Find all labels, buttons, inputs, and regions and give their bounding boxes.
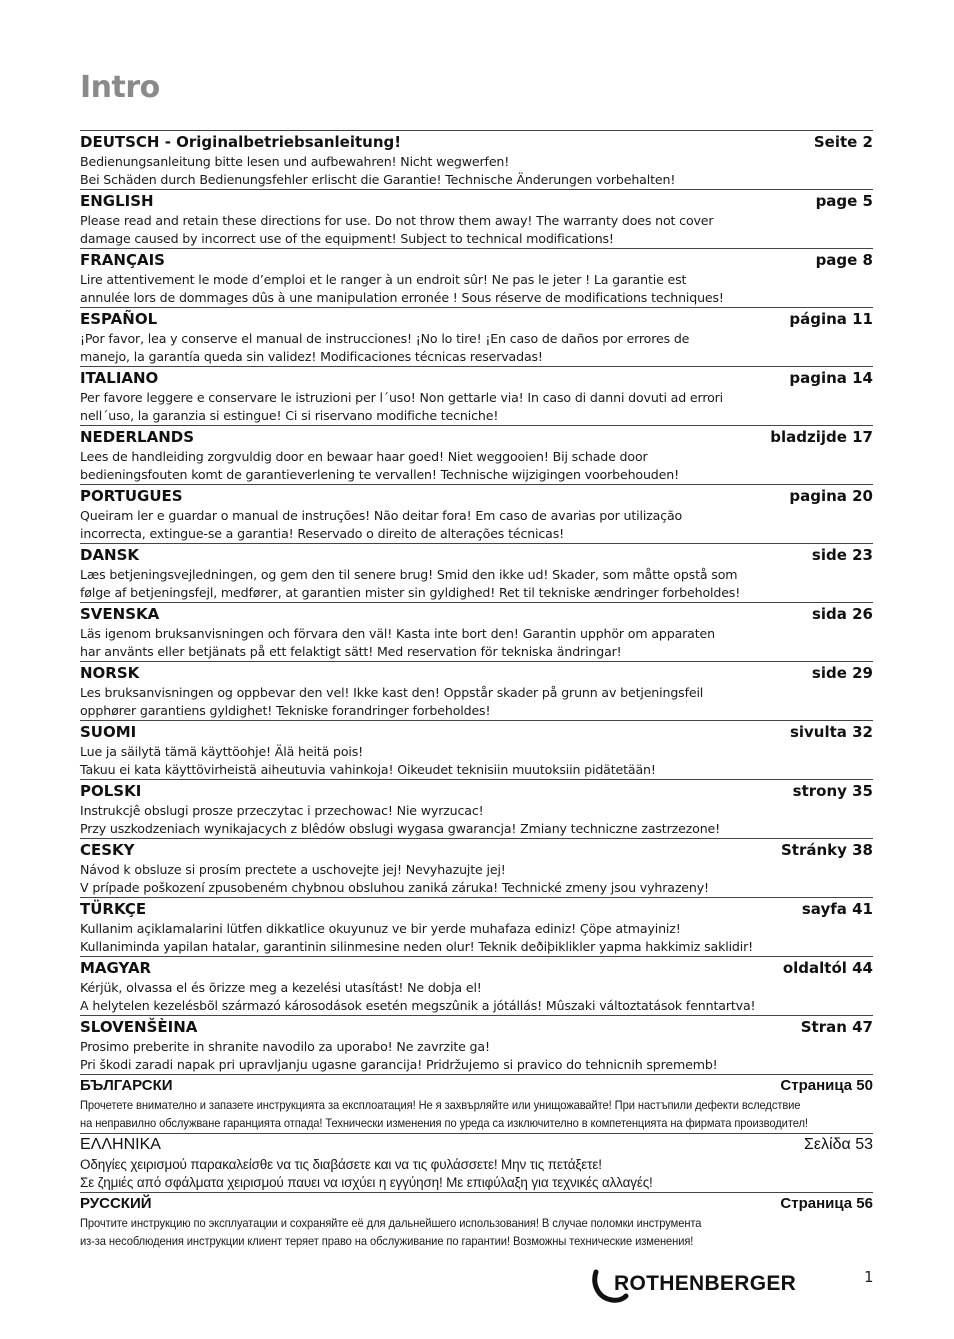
entry-description [80,979,873,1014]
language-name: FRANÇAIS [80,251,165,269]
entry-description [80,507,873,542]
entry-header [80,251,873,271]
description-line: Lue ja säilytä tämä käyttöohje! Älä heitä pois! [80,744,364,759]
description-line: Прочтите инструкцию по эксплуатации и сохраняйте её для дальнейшего использования! В случае поломки инструмента [80,1216,702,1230]
page-number: 1 [864,1268,874,1286]
language-entry [80,720,873,779]
language-entry [80,366,873,425]
language-entry [80,425,873,484]
language-name: ENGLISH [80,192,154,210]
description-line: Kullaniminda yapilan hatalar, garantinin silinmesine neden olur! Teknik deðiþiklikler yapma hakkimiz saklidir! [80,938,754,954]
language-entry [80,484,873,543]
description-line: damage caused by incorrect use of the equipment! Subject to technical modifications! [80,230,614,246]
language-name: MAGYAR [80,959,152,977]
language-entry [80,1133,873,1192]
language-name: SVENSKA [80,605,160,623]
entry-description [80,566,873,601]
description-line: Please read and retain these directions for use. Do not throw them away! The warranty does not cover [80,213,714,228]
description-line: Takuu ei kata käyttövirheistä aiheutuvia vahinkoja! Oikeudet teknisiin muutoksiin pidätetään! [80,761,656,777]
description-line: incorrecta, extingue-se a garantia! Reservado o direito de alterações técnicas! [80,525,565,541]
page-reference: Страница 50 [780,1077,873,1094]
entry-header [80,1018,873,1038]
description-line: на неправилно обслужване гаранцията отпада! Технически изменения по уреда са изключително в компетенцията на фирмата производител! [80,1115,808,1130]
description-line: Lire attentivement le mode d’emploi et le ranger à un endroit sûr! Ne pas le jeter ! La garantie est [80,272,687,287]
entry-description [80,802,873,837]
description-line: Прочетете внимателно и запазете инструкцията за експлоатация! Не я захвърляйте или унищожавайте! При настъпили дефекти вследствие [80,1098,801,1112]
page-reference: strony 35 [792,782,873,800]
language-index [80,130,873,1251]
page-reference: Страница 56 [780,1195,873,1212]
language-entry [80,307,873,366]
description-line: Instrukcjê obslugi prosze przeczytac i przechowac! Nie wyrzucac! [80,803,484,818]
page-reference: side 29 [811,664,873,682]
language-entry [80,1015,873,1074]
description-line: Przy uszkodzeniach wynikajacych z blêdów obslugi wygasa gwarancja! Zmiany techniczne zastrzezone! [80,820,721,836]
language-name: ΕΛΛΗΝΙΚΑ [80,1136,161,1153]
page-reference: sivulta 32 [789,723,873,741]
entry-header [80,369,873,389]
language-entry [80,543,873,602]
description-line: Läs igenom bruksanvisningen och förvara den väl! Kasta inte bort den! Garantin upphör om apparaten [80,626,715,641]
description-line: opphører garantiens gyldighet! Tekniske forandringer forbeholdes! [80,702,491,718]
description-line: Bedienungsanleitung bitte lesen und aufbewahren! Nicht wegwerfen! [80,154,510,169]
page-reference: sayfa 41 [801,900,873,918]
entry-header [80,487,873,507]
description-line: из-за несоблюдения инструкции клиент теряет право на обслуживание по гарантии! Возможны технические изменения! [80,1233,694,1248]
language-entry [80,602,873,661]
page-reference: Seite 2 [813,133,873,151]
language-name: РУССКИЙ [80,1195,152,1212]
description-line: Queiram ler e guardar o manual de instruções! Não deitar fora! Em caso de avarias por utilização [80,508,683,523]
language-entry [80,838,873,897]
description-line: Návod k obsluze si prosím prectete a uschovejte jej! Nevyhazujte jej! [80,862,506,877]
language-name: SLOVENŠÈINA [80,1018,198,1036]
language-entry [80,1074,873,1133]
entry-description [80,684,873,719]
page-reference: page 8 [815,251,873,269]
language-name: SUOMI [80,723,137,741]
description-line: Prosimo preberite in shranite navodilo za uporabo! Ne zavrzite ga! [80,1039,490,1054]
language-name: PORTUGUES [80,487,183,505]
language-entry [80,248,873,307]
page-reference: Stran 47 [800,1018,873,1036]
description-line: bedieningsfouten komt de garantieverlening te vervallen! Technische wijzigingen voorbehouden! [80,466,679,482]
entry-header [80,1136,873,1156]
entry-description [80,625,873,660]
entry-description [80,271,873,306]
entry-description [80,1156,873,1191]
language-entry [80,189,873,248]
entry-description [80,330,873,365]
description-line: Lees de handleiding zorgvuldig door en bewaar haar goed! Niet weggooien! Bij schade door [80,449,648,464]
entry-header [80,782,873,802]
entry-description [80,448,873,483]
page-reference: bladzijde 17 [770,428,873,446]
page-reference: sida 26 [811,605,873,623]
entry-header [80,1195,873,1215]
page-reference: page 5 [815,192,873,210]
page-reference: side 23 [811,546,873,564]
language-entry [80,130,873,189]
language-name: DANSK [80,546,140,564]
entry-header [80,546,873,566]
language-name: POLSKI [80,782,142,800]
description-line: følge af betjeningsfejl, medfører, at garantien mister sin gyldighed! Ret til tekniske ændringer forbeholdes! [80,584,741,600]
description-line: Per favore leggere e conservare le istruzioni per l´uso! Non gettarle via! In caso di danni dovuti ad errori [80,390,724,405]
entry-header [80,841,873,861]
description-line: V prípade poškození zpusobeném chybnou obsluhou zaniká záruka! Technické zmeny jsou vyhrazeny! [80,879,709,895]
language-name: БЪЛГАРСКИ [80,1077,173,1094]
entry-header [80,1077,873,1097]
language-name: ESPAÑOL [80,310,158,328]
page-reference: pagina 20 [789,487,873,505]
entry-description [80,861,873,896]
description-line: A helytelen kezelésbõl származó károsodások esetén megszûnik a jótállás! Mûszaki változtatások fenntartva! [80,997,756,1013]
entry-header [80,959,873,979]
language-name: ITALIANO [80,369,159,387]
page-reference: oldaltól 44 [782,959,873,977]
description-line: annulée lors de dommages dûs à une manipulation erronée ! Sous réserve de modifications techniques! [80,289,724,305]
description-line: Σε ζημιές από σφάλματα χειρισμού παυει να ισχύει η εγγύηση! Με επιφύλαξη για τεχνικές αλλαγές! [80,1174,653,1190]
page-reference: Stránky 38 [780,841,873,859]
entry-description [80,1097,875,1132]
entry-header [80,605,873,625]
description-line: Læs betjeningsvejledningen, og gem den til senere brug! Smid den ikke ud! Skader, som måtte opstå som [80,567,738,582]
language-name: CESKY [80,841,135,859]
entry-description [80,743,873,778]
entry-description [80,920,873,955]
entry-header [80,664,873,684]
brand-logo [590,1266,825,1302]
description-line: Kullanim açiklamalarini lütfen dikkatlice okuyunuz ve bir yerde muhafaza ediniz! Çöpe atmayiniz! [80,921,681,936]
language-name: NORSK [80,664,140,682]
entry-description [80,389,873,424]
entry-header [80,900,873,920]
page-reference: pagina 14 [789,369,873,387]
description-line: Les bruksanvisningen og oppbevar den vel! Ikke kast den! Oppstår skader på grunn av betjeningsfeil [80,685,704,700]
language-entry [80,897,873,956]
entry-header [80,428,873,448]
entry-description [80,1215,875,1250]
page-reference: Σελίδα 53 [804,1136,873,1153]
entry-header [80,723,873,743]
language-entry [80,779,873,838]
language-entry [80,661,873,720]
entry-description [80,1038,873,1073]
description-line: Kérjük, olvassa el és õrizze meg a kezelési utasítást! Ne dobja el! [80,980,482,995]
entry-header [80,133,873,153]
page-title: Intro [80,70,160,105]
brand-name: ROTHENBERGER [614,1272,797,1295]
description-line: Οδηγίες χειρισμού παρακαλείσθε να τις διαβάσετε και να τις φυλάσσετε! Μην τις πετάξετε! [80,1157,602,1172]
language-name: DEUTSCH - Originalbetriebsanleitung! [80,133,402,151]
description-line: Pri škodi zaradi napak pri upravljanju ugasne garancija! Pridržujemo si pravico do tehnicnih sprememb! [80,1056,718,1072]
entry-header [80,192,873,212]
language-name: TÜRKÇE [80,900,147,918]
language-entry [80,956,873,1015]
description-line: nell´uso, la garanzia si estingue! Ci si riservano modifiche tecniche! [80,407,499,423]
language-name: NEDERLANDS [80,428,195,446]
page-reference: página 11 [789,310,873,328]
description-line: ¡Por favor, lea y conserve el manual de instrucciones! ¡No lo tire! ¡En caso de daños por errores de [80,331,690,346]
description-line: manejo, la garantía queda sin validez! Modificaciones técnicas reservadas! [80,348,543,364]
entry-description [80,212,873,247]
description-line: har använts eller betjänats på ett felaktigt sätt! Med reservation för tekniska ändringar! [80,643,622,659]
entry-header [80,310,873,330]
language-entry [80,1192,873,1251]
entry-description [80,153,873,188]
description-line: Bei Schäden durch Bedienungsfehler erlischt die Garantie! Technische Änderungen vorbehalten! [80,171,676,187]
footer [0,1258,954,1308]
